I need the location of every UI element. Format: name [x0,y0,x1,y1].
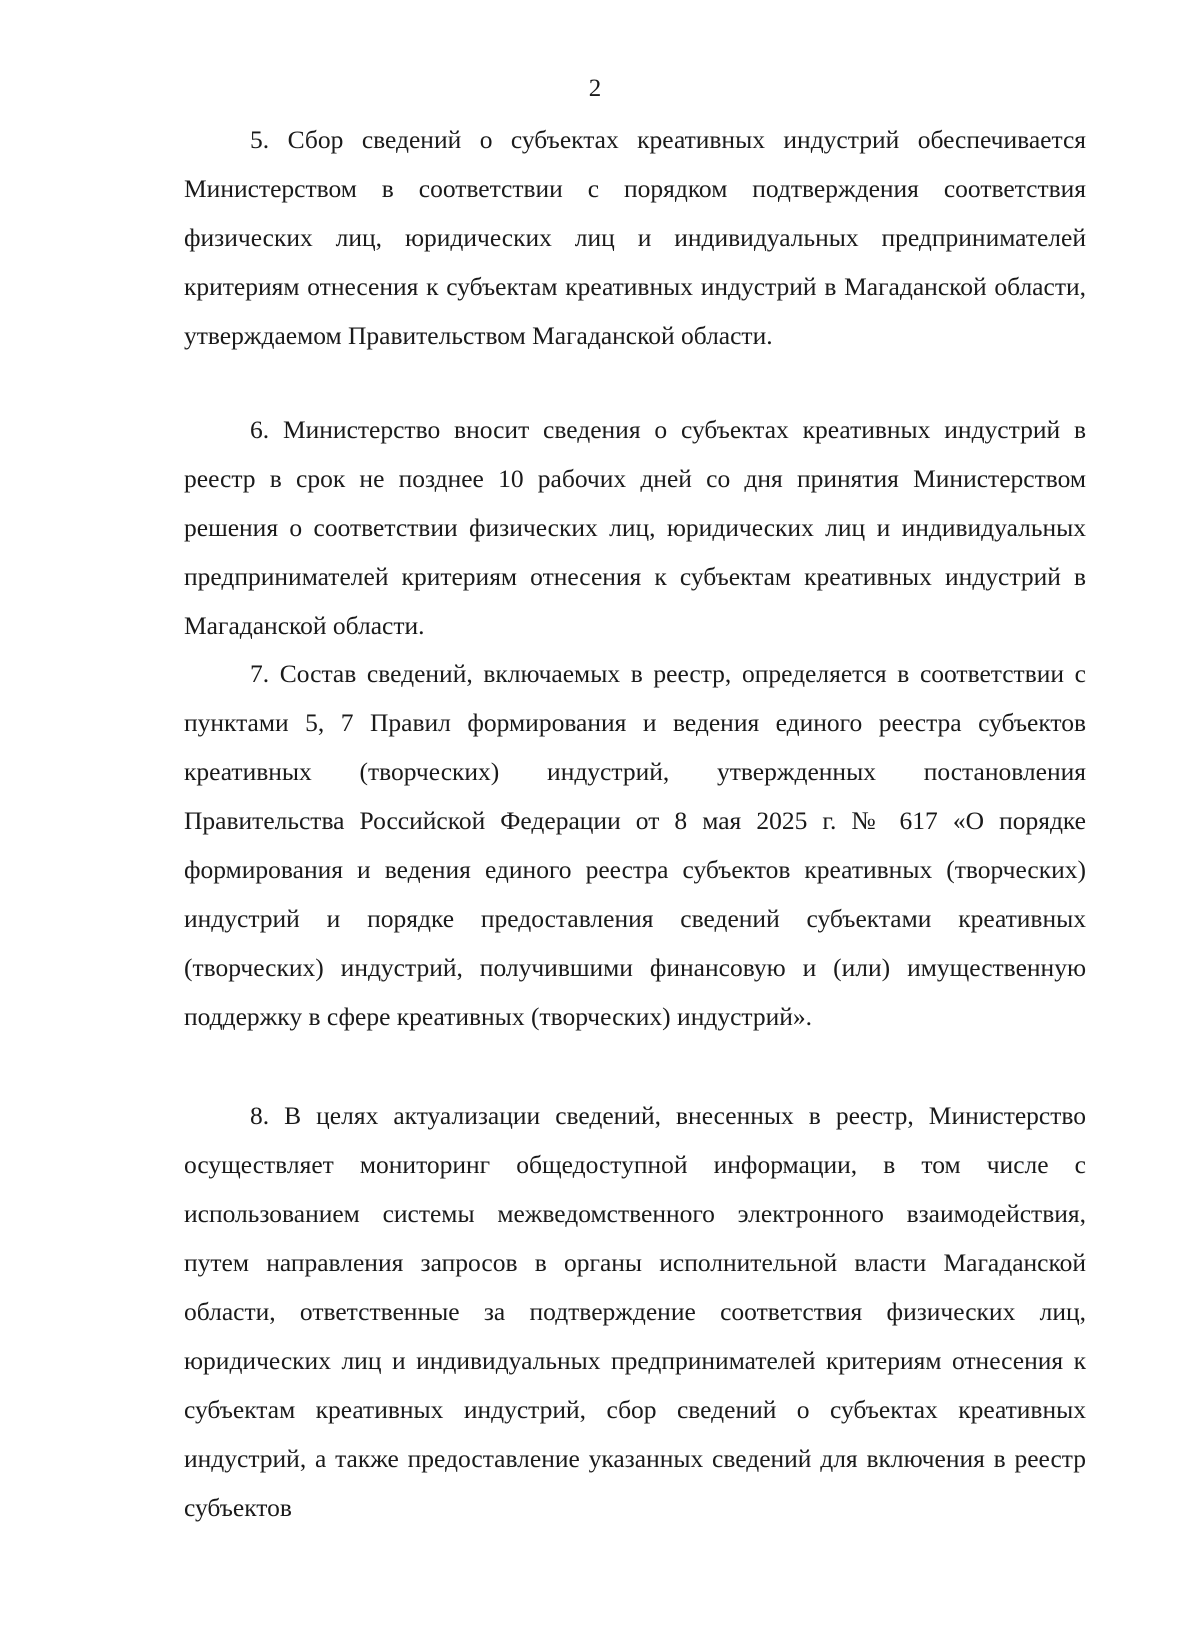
paragraph-7: 7. Состав сведений, включаемых в реестр, определяется в соответствии с пунктами 5, 7 Правил формирования и ведения единого реестра субъектов креативных (творческих) индустрий, утвержденных постановления Правительства Российской Федерации от 8 мая 2025 г. № 617 «О порядке формирования и ведения единого реестра субъектов креативных (творческих) индустрий и порядке предоставления сведений субъектами креативных (творческих) индустрий, получившими финансовую и (или) имущественную поддержку в сфере креативных (творческих) индустрий». [184,659,1086,1031]
paragraph-6: 6. Министерство вносит сведения о субъектах креативных индустрий в реестр в срок не позднее 10 рабочих дней со дня принятия Министерством решения о соответствии физических лиц, юридических лиц и индивидуальных предпринимателей критериям отнесения к субъектам креативных индустрий в Магаданской области. [184,415,1086,640]
page-number: 2 [588,75,602,102]
paragraph-8: 8. В целях актуализации сведений, внесенных в реестр, Министерство осуществляет мониторинг общедоступной информации, в том числе с использованием системы межведомственного электронного взаимодействия, путем направления запросов в органы исполнительной власти Магаданской области, ответственные за подтверждение соответствия физических лиц, юридических лиц и индивидуальных предпринимателей критериям отнесения к субъектам креативных индустрий, сбор сведений о субъектах креативных индустрий, а также предоставление указанных сведений для включения в реестр субъектов [184,1101,1086,1522]
paragraph-5: 5. Сбор сведений о субъектах креативных индустрий обеспечивается Министерством в соответствии с порядком подтверждения соответствия физических лиц, юридических лиц и индивидуальных предпринимателей критериям отнесения к субъектам креативных индустрий в Магаданской области, утверждаемом Правительством Магаданской области. [184,125,1086,350]
